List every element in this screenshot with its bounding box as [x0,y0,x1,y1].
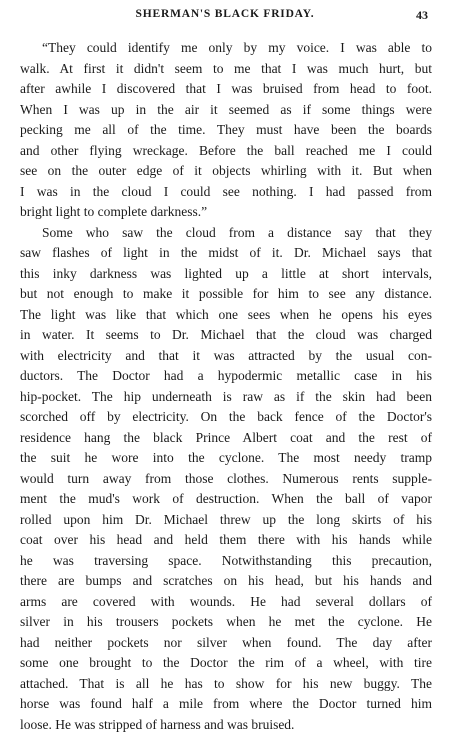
text-line: “They could identify me only by my voice. I was able to [20,38,432,59]
text-line: in water. It seems to Dr. Michael that the cloud was charged [20,325,432,346]
text-line: attached. That is all he has to show for his new buggy. The [20,674,432,695]
text-line: some one brought to the Doctor the rim of a wheel, with tire [20,653,432,674]
text-line: I was in the cloud I could see nothing. I had passed from [20,182,432,203]
text-line: would turn away from those clothes. Numerous rents supple- [20,469,432,490]
text-line: after awhile I discovered that I was bruised from head to foot. [20,79,432,100]
text-line: this inky darkness was lighted up a little at short intervals, [20,264,432,285]
page-number: 43 [416,8,428,23]
text-line: scorched off by electricity. On the back fence of the Doctor's [20,407,432,428]
text-line: The light was like that which one sees when he opens his eyes [20,305,432,326]
text-line: there are bumps and scratches on his head, but his hands and [20,571,432,592]
text-line: rolled upon him Dr. Michael threw up the long skirts of his [20,510,432,531]
text-line: saw flashes of light in the midst of it. Dr. Michael says that [20,243,432,264]
text-line: residence hang the black Prince Albert coat and the rest of [20,428,432,449]
text-line: horse was found half a mile from where the Doctor turned him [20,694,432,715]
running-head [20,8,430,26]
text-line: When I was up in the air it seemed as if some things were [20,100,432,121]
text-line: pecking me all of the time. They must have been the boards [20,120,432,141]
text-line: had neither pockets nor silver when found. The day after [20,633,432,654]
text-line: ment the mud's work of destruction. When the ball of vapor [20,489,432,510]
text-line: with electricity and that it was attracted by the usual con- [20,346,432,367]
text-line: and other flying wreckage. Before the ball reached me I could [20,141,432,162]
text-line: he was traversing space. Notwithstanding this precaution, [20,551,432,572]
paragraph-narrative [20,223,432,735]
body-text [20,38,432,735]
text-line: walk. At first it didn't seem to me that I was much hurt, but [20,59,432,80]
text-line: Some who saw the cloud from a distance say that they [20,223,432,244]
text-line: see on the outer edge of it objects whirling with it. But when [20,161,432,182]
text-line: bright light to complete darkness.” [20,202,432,223]
text-line: silver in his trousers pockets when he met the cyclone. He [20,612,432,633]
paragraph-quote [20,38,432,223]
text-line: arms are covered with wounds. He had several dollars of [20,592,432,613]
text-line: the suit he wore into the cyclone. The most needy tramp [20,448,432,469]
text-line: hip-pocket. The hip underneath is raw as if the skin had been [20,387,432,408]
text-line: coat over his head and held them there with his hands while [20,530,432,551]
running-title: SHERMAN'S BLACK FRIDAY. [20,8,430,20]
text-line: but not enough to make it possible for him to see any distance. [20,284,432,305]
text-line: ductors. The Doctor had a hypodermic metallic case in his [20,366,432,387]
text-line: loose. He was stripped of harness and was bruised. [20,715,432,735]
